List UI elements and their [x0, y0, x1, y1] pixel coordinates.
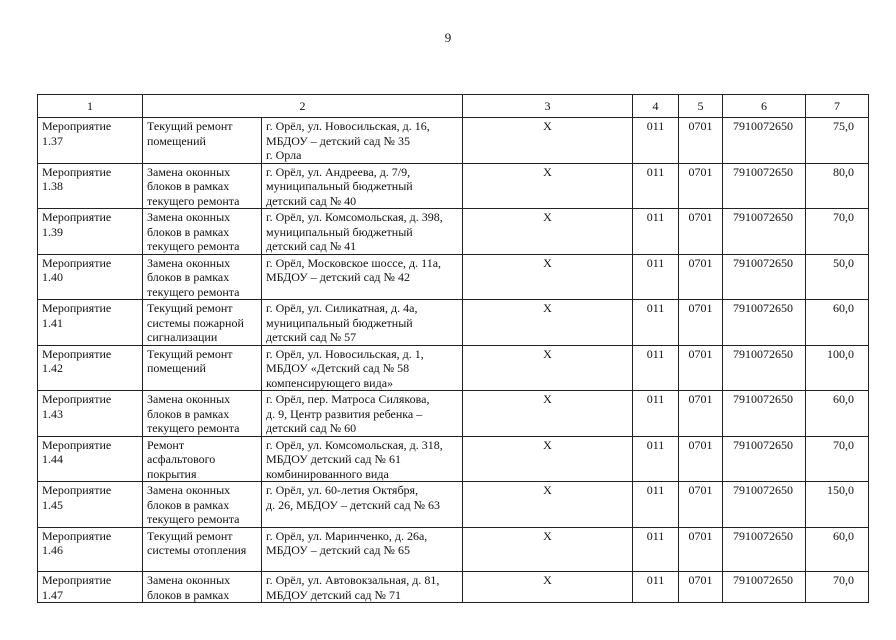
header-col-1: 1 — [38, 95, 143, 118]
address-cell — [262, 118, 463, 164]
address-cell-line: г. Орёл, пер. Матроса Силякова, — [266, 392, 430, 406]
event-cell-line: 1.44 — [42, 452, 63, 466]
header-col-2: 2 — [143, 95, 463, 118]
work-type-cell-line: текущего ремонта — [147, 239, 240, 253]
event-cell-line: 1.47 — [42, 587, 63, 602]
work-type-cell-line: сигнализации — [147, 330, 218, 344]
work-type-cell-line: Текущий ремонт — [147, 528, 233, 543]
event-cell — [38, 482, 143, 528]
amount-cell: 80,0 — [806, 163, 869, 209]
header-col-6: 6 — [723, 95, 806, 118]
work-type-cell-line: Текущий ремонт — [147, 119, 233, 133]
address-cell — [262, 345, 463, 391]
table-row — [38, 300, 869, 346]
event-cell-line: 1.38 — [42, 179, 63, 193]
address-cell — [262, 391, 463, 437]
section-code-cell: 0701 — [679, 254, 723, 300]
target-article-cell: 7910072650 — [723, 254, 806, 300]
event-cell-line: Мероприятие — [42, 392, 112, 406]
amount-cell: 70,0 — [806, 572, 869, 603]
target-article-cell: 7910072650 — [723, 527, 806, 572]
header-col-7: 7 — [806, 95, 869, 118]
table-row — [38, 391, 869, 437]
address-cell-line: г. Орёл, Московское шоссе, д. 11а, — [266, 255, 442, 270]
event-cell-line: Мероприятие — [42, 210, 112, 224]
address-cell — [262, 163, 463, 209]
work-type-cell-line: покрытия — [147, 466, 197, 481]
table-row — [38, 118, 869, 164]
section-code-cell: 0701 — [679, 345, 723, 391]
event-cell-line: 1.42 — [42, 361, 63, 375]
address-cell-line: компенсирующего вида» — [266, 375, 394, 390]
col3-cell: X — [463, 345, 633, 391]
address-cell-line: д. 26, МБДОУ – детский сад № 63 — [266, 497, 441, 512]
work-type-cell — [143, 527, 262, 572]
address-cell-line: г. Орёл, ул. Новосильская, д. 16, — [266, 119, 430, 133]
section-code-cell: 0701 — [679, 572, 723, 603]
work-type-cell — [143, 391, 262, 437]
ministry-code-cell: 011 — [633, 572, 679, 603]
col3-cell: X — [463, 436, 633, 482]
section-code-cell: 0701 — [679, 163, 723, 209]
work-type-cell — [143, 300, 262, 346]
event-cell-line: Мероприятие — [42, 483, 112, 497]
ministry-code-cell: 011 — [633, 436, 679, 482]
header-col-3: 3 — [463, 95, 633, 118]
address-cell-line: муниципальный бюджетный — [266, 179, 413, 193]
page-number: 9 — [444, 30, 452, 45]
work-type-cell — [143, 118, 262, 164]
event-cell-line: Мероприятие — [42, 301, 112, 315]
address-cell-line: г. Орёл, ул. Маринченко, д. 26а, — [266, 528, 428, 543]
header-col-4: 4 — [633, 95, 679, 118]
event-cell — [38, 209, 143, 255]
target-article-cell: 7910072650 — [723, 300, 806, 346]
work-type-cell-line: системы отопления — [147, 543, 247, 557]
address-cell-line: детский сад № 40 — [266, 193, 357, 208]
event-cell-line: Мероприятие — [42, 437, 112, 452]
address-cell-line: МБДОУ детский сад № 71 — [266, 587, 401, 602]
work-type-cell-line: помещений — [147, 133, 206, 148]
work-type-cell — [143, 209, 262, 255]
event-cell-line: 1.43 — [42, 406, 63, 421]
work-type-cell — [143, 436, 262, 482]
work-type-cell — [143, 254, 262, 300]
address-cell-line: МБДОУ – детский сад № 65 — [266, 543, 410, 557]
target-article-cell: 7910072650 — [723, 391, 806, 437]
event-cell — [38, 300, 143, 346]
section-code-cell: 0701 — [679, 527, 723, 572]
address-cell-line: детский сад № 60 — [266, 421, 357, 435]
work-type-cell-line: текущего ремонта — [147, 193, 240, 208]
event-cell-line: Мероприятие — [42, 164, 112, 179]
col3-cell: X — [463, 300, 633, 346]
work-type-cell-line: Замена оконных — [147, 392, 231, 406]
amount-cell: 70,0 — [806, 436, 869, 482]
work-type-cell-line: текущего ремонта — [147, 421, 240, 435]
amount-cell: 70,0 — [806, 209, 869, 255]
work-type-cell-line: текущего ремонта — [147, 512, 240, 526]
address-cell-line: муниципальный бюджетный — [266, 224, 413, 239]
work-type-cell-line: Ремонт — [147, 437, 185, 452]
address-cell — [262, 482, 463, 528]
event-cell-line: Мероприятие — [42, 119, 112, 133]
event-cell-line: 1.40 — [42, 270, 63, 284]
address-cell-line: г. Орёл, ул. Комсомольская, д. 318, — [266, 437, 443, 452]
work-type-cell — [143, 482, 262, 528]
ministry-code-cell: 011 — [633, 527, 679, 572]
address-cell — [262, 209, 463, 255]
col3-cell: X — [463, 118, 633, 164]
work-type-cell-line: блоков в рамках — [147, 497, 230, 512]
event-cell — [38, 118, 143, 164]
event-cell-line: 1.37 — [42, 133, 63, 148]
work-type-cell-line: Текущий ремонт — [147, 346, 233, 361]
ministry-code-cell: 011 — [633, 482, 679, 528]
ministry-code-cell: 011 — [633, 254, 679, 300]
amount-cell: 60,0 — [806, 300, 869, 346]
address-cell-line: г. Орёл, ул. Силикатная, д. 4а, — [266, 301, 418, 315]
work-type-cell-line: Текущий ремонт — [147, 301, 233, 315]
col3-cell: X — [463, 391, 633, 437]
section-code-cell: 0701 — [679, 209, 723, 255]
target-article-cell: 7910072650 — [723, 163, 806, 209]
address-cell-line: МБДОУ детский сад № 61 — [266, 452, 401, 466]
target-article-cell: 7910072650 — [723, 209, 806, 255]
section-code-cell: 0701 — [679, 300, 723, 346]
ministry-code-cell: 011 — [633, 118, 679, 164]
ministry-code-cell: 011 — [633, 163, 679, 209]
section-code-cell: 0701 — [679, 391, 723, 437]
event-cell — [38, 436, 143, 482]
address-cell-line: детский сад № 41 — [266, 239, 357, 253]
event-cell-line: Мероприятие — [42, 528, 112, 543]
table-row — [38, 527, 869, 572]
work-type-cell-line: блоков в рамках — [147, 587, 230, 602]
amount-cell: 60,0 — [806, 391, 869, 437]
col3-cell: X — [463, 572, 633, 603]
event-cell-line: Мероприятие — [42, 346, 112, 361]
table-row — [38, 572, 869, 603]
address-cell-line: г. Орёл, ул. Автовокзальная, д. 81, — [266, 573, 440, 587]
work-type-cell — [143, 163, 262, 209]
work-type-cell-line: асфальтового — [147, 452, 216, 466]
address-cell-line: г. Орёл, ул. 60-летия Октября, — [266, 483, 419, 497]
event-cell-line: 1.39 — [42, 224, 63, 239]
address-cell — [262, 254, 463, 300]
event-cell-line: Мероприятие — [42, 255, 112, 270]
address-cell-line: д. 9, Центр развития ребенка – — [266, 406, 423, 421]
section-code-cell: 0701 — [679, 482, 723, 528]
amount-cell: 150,0 — [806, 482, 869, 528]
work-type-cell-line: Замена оконных — [147, 210, 231, 224]
table-row — [38, 482, 869, 528]
address-cell-line: МБДОУ – детский сад № 42 — [266, 270, 410, 284]
work-type-cell — [143, 572, 262, 603]
table-row — [38, 163, 869, 209]
event-cell — [38, 527, 143, 572]
amount-cell: 50,0 — [806, 254, 869, 300]
work-type-cell-line: Замена оконных — [147, 164, 231, 179]
col3-cell: X — [463, 254, 633, 300]
target-article-cell: 7910072650 — [723, 345, 806, 391]
ministry-code-cell: 011 — [633, 300, 679, 346]
event-cell-line: 1.41 — [42, 315, 63, 330]
work-type-cell-line: блоков в рамках — [147, 224, 230, 239]
col3-cell: X — [463, 482, 633, 528]
header-row — [38, 95, 869, 118]
amount-cell: 75,0 — [806, 118, 869, 164]
event-cell-line: 1.45 — [42, 497, 63, 512]
address-cell — [262, 300, 463, 346]
address-cell-line: детский сад № 57 — [266, 330, 357, 344]
target-article-cell: 7910072650 — [723, 118, 806, 164]
work-type-cell-line: помещений — [147, 361, 206, 375]
ministry-code-cell: 011 — [633, 391, 679, 437]
address-cell-line: МБДОУ «Детский сад № 58 — [266, 361, 410, 375]
header-col-5: 5 — [679, 95, 723, 118]
event-cell — [38, 254, 143, 300]
amount-cell: 100,0 — [806, 345, 869, 391]
target-article-cell: 7910072650 — [723, 482, 806, 528]
address-cell-line: комбинированного вида — [266, 466, 389, 481]
work-type-cell-line: текущего ремонта — [147, 284, 240, 299]
work-type-cell-line: блоков в рамках — [147, 406, 230, 421]
work-type-cell-line: блоков в рамках — [147, 270, 230, 284]
table-row — [38, 436, 869, 482]
work-type-cell-line: Замена оконных — [147, 573, 231, 587]
address-cell-line: г. Орёл, ул. Андреева, д. 7/9, — [266, 164, 411, 179]
amount-cell: 60,0 — [806, 527, 869, 572]
address-cell — [262, 572, 463, 603]
event-cell-line: Мероприятие — [42, 573, 112, 587]
address-cell — [262, 527, 463, 572]
target-article-cell: 7910072650 — [723, 572, 806, 603]
target-article-cell: 7910072650 — [723, 436, 806, 482]
address-cell-line: муниципальный бюджетный — [266, 315, 413, 330]
work-type-cell-line: блоков в рамках — [147, 179, 230, 193]
address-cell-line: г. Орла — [266, 148, 302, 162]
section-code-cell: 0701 — [679, 436, 723, 482]
budget-table — [37, 94, 869, 603]
col3-cell: X — [463, 209, 633, 255]
section-code-cell: 0701 — [679, 118, 723, 164]
col3-cell: X — [463, 163, 633, 209]
address-cell — [262, 436, 463, 482]
col3-cell: X — [463, 527, 633, 572]
event-cell — [38, 345, 143, 391]
work-type-cell-line: Замена оконных — [147, 483, 231, 497]
table-row — [38, 254, 869, 300]
work-type-cell — [143, 345, 262, 391]
address-cell-line: г. Орёл, ул. Комсомольская, д. 398, — [266, 210, 443, 224]
work-type-cell-line: системы пожарной — [147, 315, 244, 330]
work-type-cell-line: Замена оконных — [147, 255, 231, 270]
address-cell-line: МБДОУ – детский сад № 35 — [266, 133, 410, 148]
address-cell-line: г. Орёл, ул. Новосильская, д. 1, — [266, 346, 424, 361]
event-cell — [38, 572, 143, 603]
ministry-code-cell: 011 — [633, 345, 679, 391]
table-row — [38, 209, 869, 255]
event-cell — [38, 163, 143, 209]
event-cell — [38, 391, 143, 437]
event-cell-line: 1.46 — [42, 543, 63, 557]
table-row — [38, 345, 869, 391]
ministry-code-cell: 011 — [633, 209, 679, 255]
